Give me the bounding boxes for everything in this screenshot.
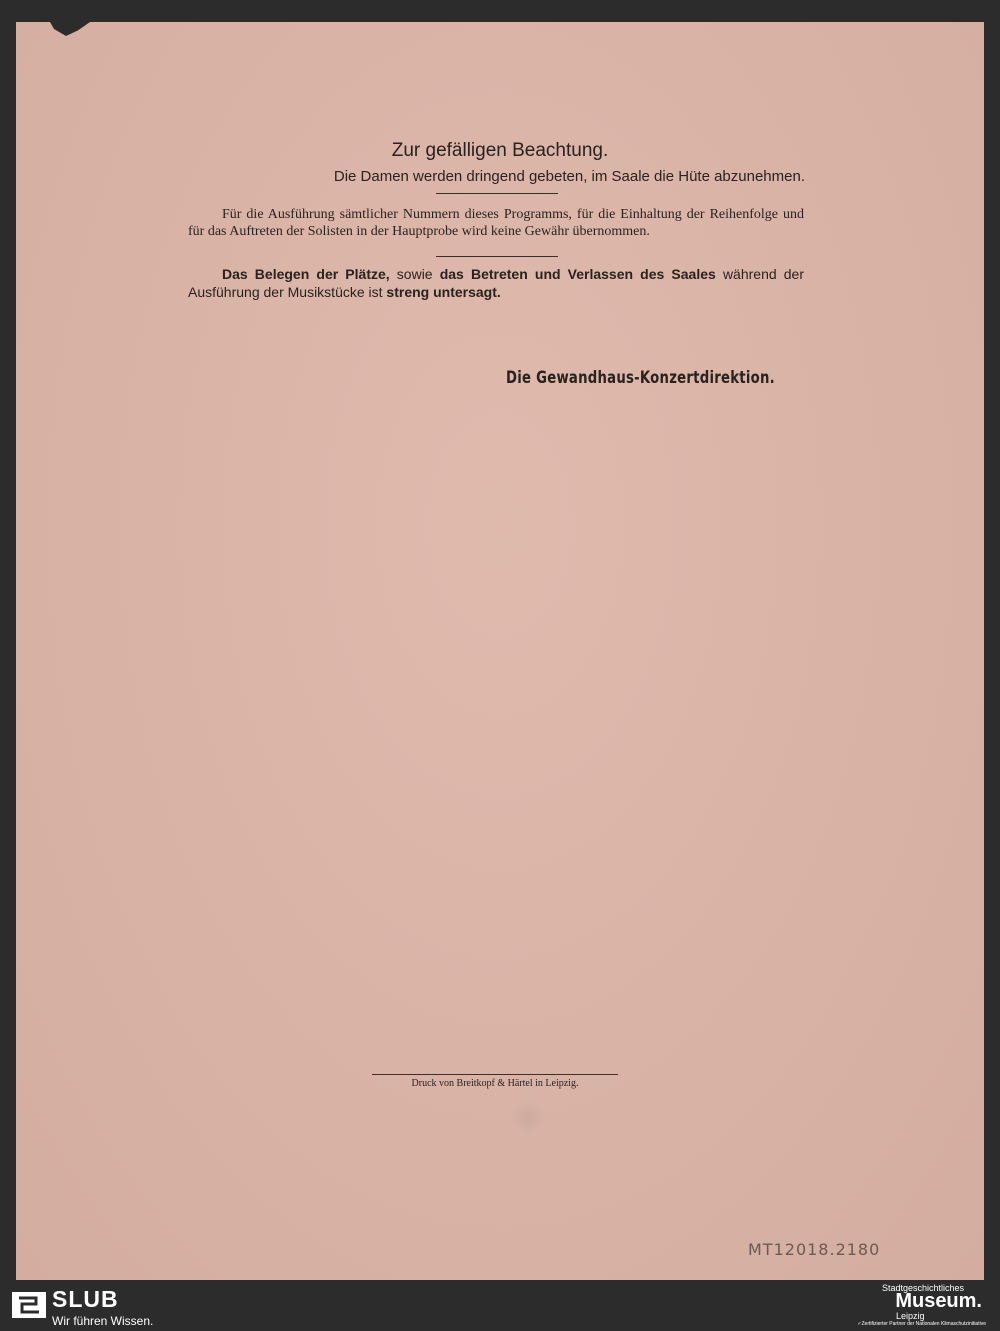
- museum-certification-note: ✓Zertifizierter Partner der Nationalen Klimaschutzinitiative: [857, 1321, 986, 1327]
- slub-logo-icon: [12, 1292, 46, 1318]
- signature: Die Gewandhaus-Konzertdirektion.: [506, 368, 775, 388]
- slub-tagline: Wir führen Wissen.: [52, 1314, 154, 1328]
- footer-bar: [0, 1280, 1000, 1331]
- slub-logo-text[interactable]: SLUB: [52, 1286, 119, 1312]
- printer-rule: [372, 1074, 618, 1075]
- museum-logo-text[interactable]: Museum.: [895, 1290, 982, 1312]
- blind-stamp: [512, 1096, 544, 1138]
- prohibition-text-1: sowie: [389, 266, 440, 282]
- divider-rule: [436, 256, 558, 257]
- prohibition-bold-3: streng untersagt.: [386, 284, 501, 300]
- hat-request-line: Die Damen werden dringend gebeten, im Saale die Hüte abzunehmen.: [333, 168, 805, 185]
- prohibition-paragraph: [188, 265, 804, 301]
- divider-rule: [436, 193, 558, 194]
- museum-label-small: Stadtgeschichtliches: [881, 1283, 964, 1293]
- printer-imprint: Druck von Breitkopf & Härtel in Leipzig.: [411, 1078, 579, 1089]
- prohibition-bold-1: Das Belegen der Plätze,: [222, 266, 390, 282]
- museum-city: Leipzig: [896, 1311, 925, 1321]
- disclaimer-paragraph: Für die Ausführung sämtlicher Nummern dieses Programms, für die Einhaltung der Reihenfolge und für das Auftreten der Solisten in der Hauptprobe wird keine Gewähr übernommen.: [188, 207, 804, 239]
- page-heading: Zur gefälligen Beachtung.: [391, 140, 609, 161]
- prohibition-text-2: während der Ausführung der Musikstücke ist: [188, 266, 805, 300]
- prohibition-bold-2: das Betreten und Verlassen des Saales: [439, 266, 716, 282]
- shelfmark-handwritten: MT12018.2180: [748, 1240, 881, 1259]
